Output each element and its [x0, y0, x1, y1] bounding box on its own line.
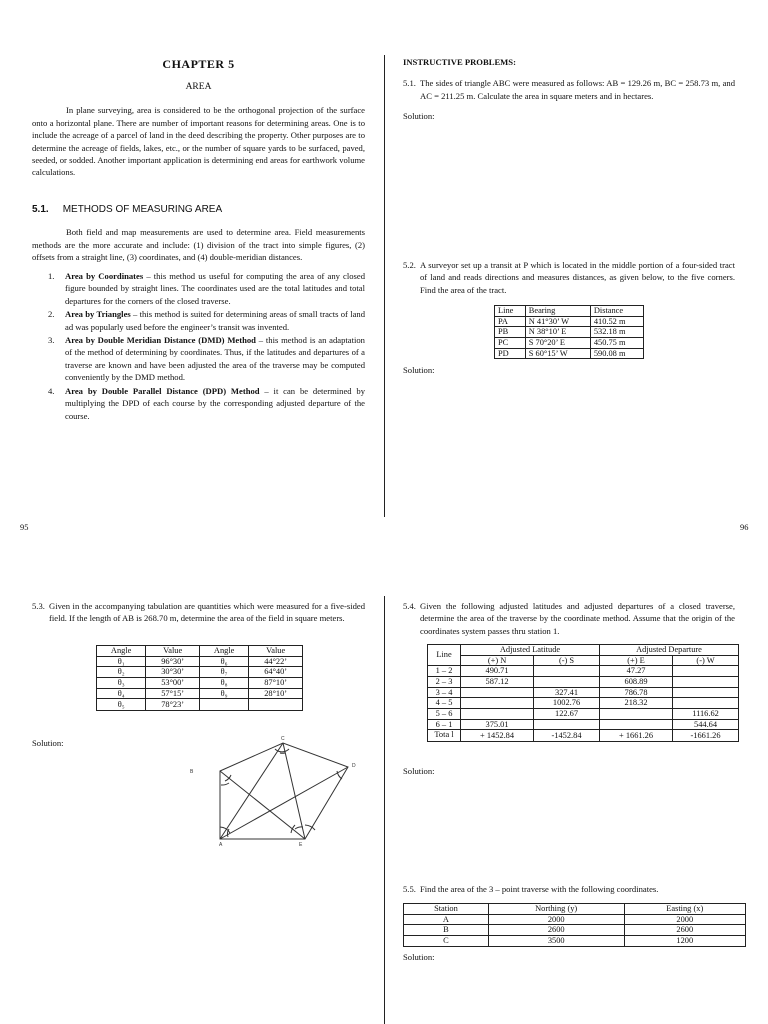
coordinates-table — [403, 903, 746, 947]
pentagon-field-figure — [185, 733, 365, 848]
line-A-D — [220, 767, 348, 839]
page-number-95: 95 — [20, 523, 29, 532]
method-title: Area by Triangles — [65, 309, 131, 320]
table-row: B 2600 2600 — [404, 925, 746, 936]
problem-5-4: 5.4. Given the following adjusted latitudes and adjusted departures of a closed traverse, determine the area of the traverse by the coordinate method. Assume that the origin of the coordinates system passes thru station 1. — [403, 601, 735, 636]
problem-5-3: 5.3. Given in the accompanying tabulation are quantities which were measured for a five-sided field. If the length of AB is 268.70 m, determine the area of the field in square meters. — [32, 601, 365, 624]
method-title: Area by Coordinates — [65, 270, 144, 281]
solution-label: Solution: — [403, 111, 435, 122]
table-row: PA N 41°30’ W 410.52 m — [495, 316, 644, 327]
method-item: 2. Area by Triangles – this method is suited for determining areas of small tracts of land ad was popularly used before the engineer’s transit was invented. — [48, 309, 365, 332]
table-row: 4 – 5 1002.76 218.32 — [428, 698, 739, 709]
page-number-96: 96 — [740, 523, 749, 532]
table-row: C 3500 1200 — [404, 935, 746, 946]
table-row: A 2000 2000 — [404, 914, 746, 925]
table-header-row: Angle Value Angle Value — [97, 646, 303, 657]
section-title: METHODS OF MEASURING AREA — [62, 203, 223, 215]
page-95 — [32, 56, 365, 423]
table-row: θ₄ 57°15’ θ₉ 28°10’ — [97, 688, 303, 699]
method-title: Area by Double Meridian Distance (DMD) Method — [65, 335, 256, 345]
method-title: Area by Double Parallel Distance (DPD) Method — [65, 385, 260, 396]
table-subheader-row: (+) N (-) S (+) E (-) W — [428, 655, 739, 666]
solution-label: Solution: — [403, 766, 435, 776]
table-row: 5 – 6 122.67 1116.62 — [428, 708, 739, 719]
intro-paragraph: In plane surveying, area is considered to be the orthogonal projection of the surface onto a horizontal plane. There are number of important reasons for determining areas. One is to include the acreage of a parcel of land in the deed describing the property. Other purposes are to determine the acreage of fields, lakes, etc., or the number of square yards to be surfaced, paved, seeded, or sodded. Another important application is determining end areas for earthwork volume calculations. — [32, 105, 365, 178]
point-label-a: A — [219, 842, 223, 848]
method-item: 3. Area by Double Meridian Distance (DMD) Method – this method is an adaptation of the method of determining by coordinates. Thus, if the latitudes and departures of a traverse are known and have been adjusted the area of the traverse may be computed conveniently by the DMD method. — [48, 335, 365, 383]
point-label-b: B — [190, 769, 194, 775]
problem-5-5: 5.5. Find the area of the 3 – point traverse with the following coordinates. — [403, 884, 659, 894]
table-header-row: Line Adjusted Latitude Adjusted Departure — [428, 645, 739, 656]
section-intro-paragraph: Both field and map measurements are used to determine area. Field measurements methods are the more accurate and include: (1) division of the tract into simple figures, (2) offsets from a straight line, (3) coordinates, and (4) double-meridian distances. — [32, 227, 365, 263]
section-number: 5.1. — [32, 203, 49, 215]
solution-label: Solution: — [32, 738, 64, 748]
method-item: 1. Area by Coordinates – this method us useful for computing the area of any closed figure bounded by straight lines. The coordinates used are the total latitudes and total departures for the corners of the closed traverse. — [48, 270, 365, 306]
table-total-row: Tota l + 1452.84 -1452.84 + 1661.26 -1661.26 — [428, 730, 739, 742]
point-label-e: E — [299, 842, 303, 848]
table-header-row: Line Bearing Distance — [495, 306, 644, 317]
point-label-d: D — [352, 763, 356, 769]
solution-label: Solution: — [403, 952, 435, 962]
table-row: θ₅ 78°23’ — [97, 699, 303, 711]
angle-arc — [295, 827, 303, 829]
latitude-departure-table — [427, 644, 739, 742]
problem-5-1: 5.1. The sides of triangle ABC were measured as follows: AB = 129.26 m, BC = 258.73 m, and AC = 211.25 m. Calculate the area in square meters and in hectares. — [403, 78, 735, 101]
problem-5-2: 5.2. A surveyor set up a transit at P which is located in the middle portion of a four-sided tract of land and reads directions and measures distances, as given below, to the five corners. Find the area of the tract. — [403, 260, 735, 295]
methods-list — [32, 270, 365, 422]
solution-label: Solution: — [403, 365, 435, 375]
chapter-subtitle: AREA — [185, 82, 212, 93]
table-row: 2 – 3 587.12 608.89 — [428, 676, 739, 687]
page-divider-bottom — [384, 596, 385, 1024]
table-row: PC S 70°20’ E 450.75 m — [495, 337, 644, 348]
table-row: 6 – 1 375.01 544.64 — [428, 719, 739, 730]
angle-arc — [221, 783, 229, 785]
angle-table — [96, 645, 303, 711]
method-item: 4. Area by Double Parallel Distance (DPD) Method – it can be determined by multiplying the DPD of each course by the corresponding adjusted departure of the course. — [48, 385, 365, 421]
table-row: 1 – 2 490.71 47.27 — [428, 666, 739, 677]
table-header-row: Station Northing (y) Easting (x) — [404, 904, 746, 915]
page-divider-top — [384, 55, 385, 517]
bearing-table — [494, 305, 644, 359]
table-row: θ₁ 96°30’ θ₆ 44°22’ — [97, 656, 303, 667]
field-boundary — [220, 743, 348, 839]
table-row: PD S 60°15’ W 590.08 m — [495, 348, 644, 359]
page-96 — [403, 56, 735, 123]
angle-arc — [305, 825, 315, 830]
table-row: θ₃ 53°00’ θ₈ 87°10’ — [97, 677, 303, 688]
table-row: θ₂ 30°30’ θ₇ 64°40’ — [97, 667, 303, 678]
table-row: 3 – 4 327.41 786.78 — [428, 687, 739, 698]
point-label-c: C — [281, 736, 285, 742]
table-row: PB N 38°10’ E 532.18 m — [495, 327, 644, 338]
chapter-title: CHAPTER 5 — [162, 57, 235, 71]
section-heading — [32, 203, 365, 218]
problems-heading: INSTRUCTIVE PROBLEMS: — [403, 57, 516, 67]
